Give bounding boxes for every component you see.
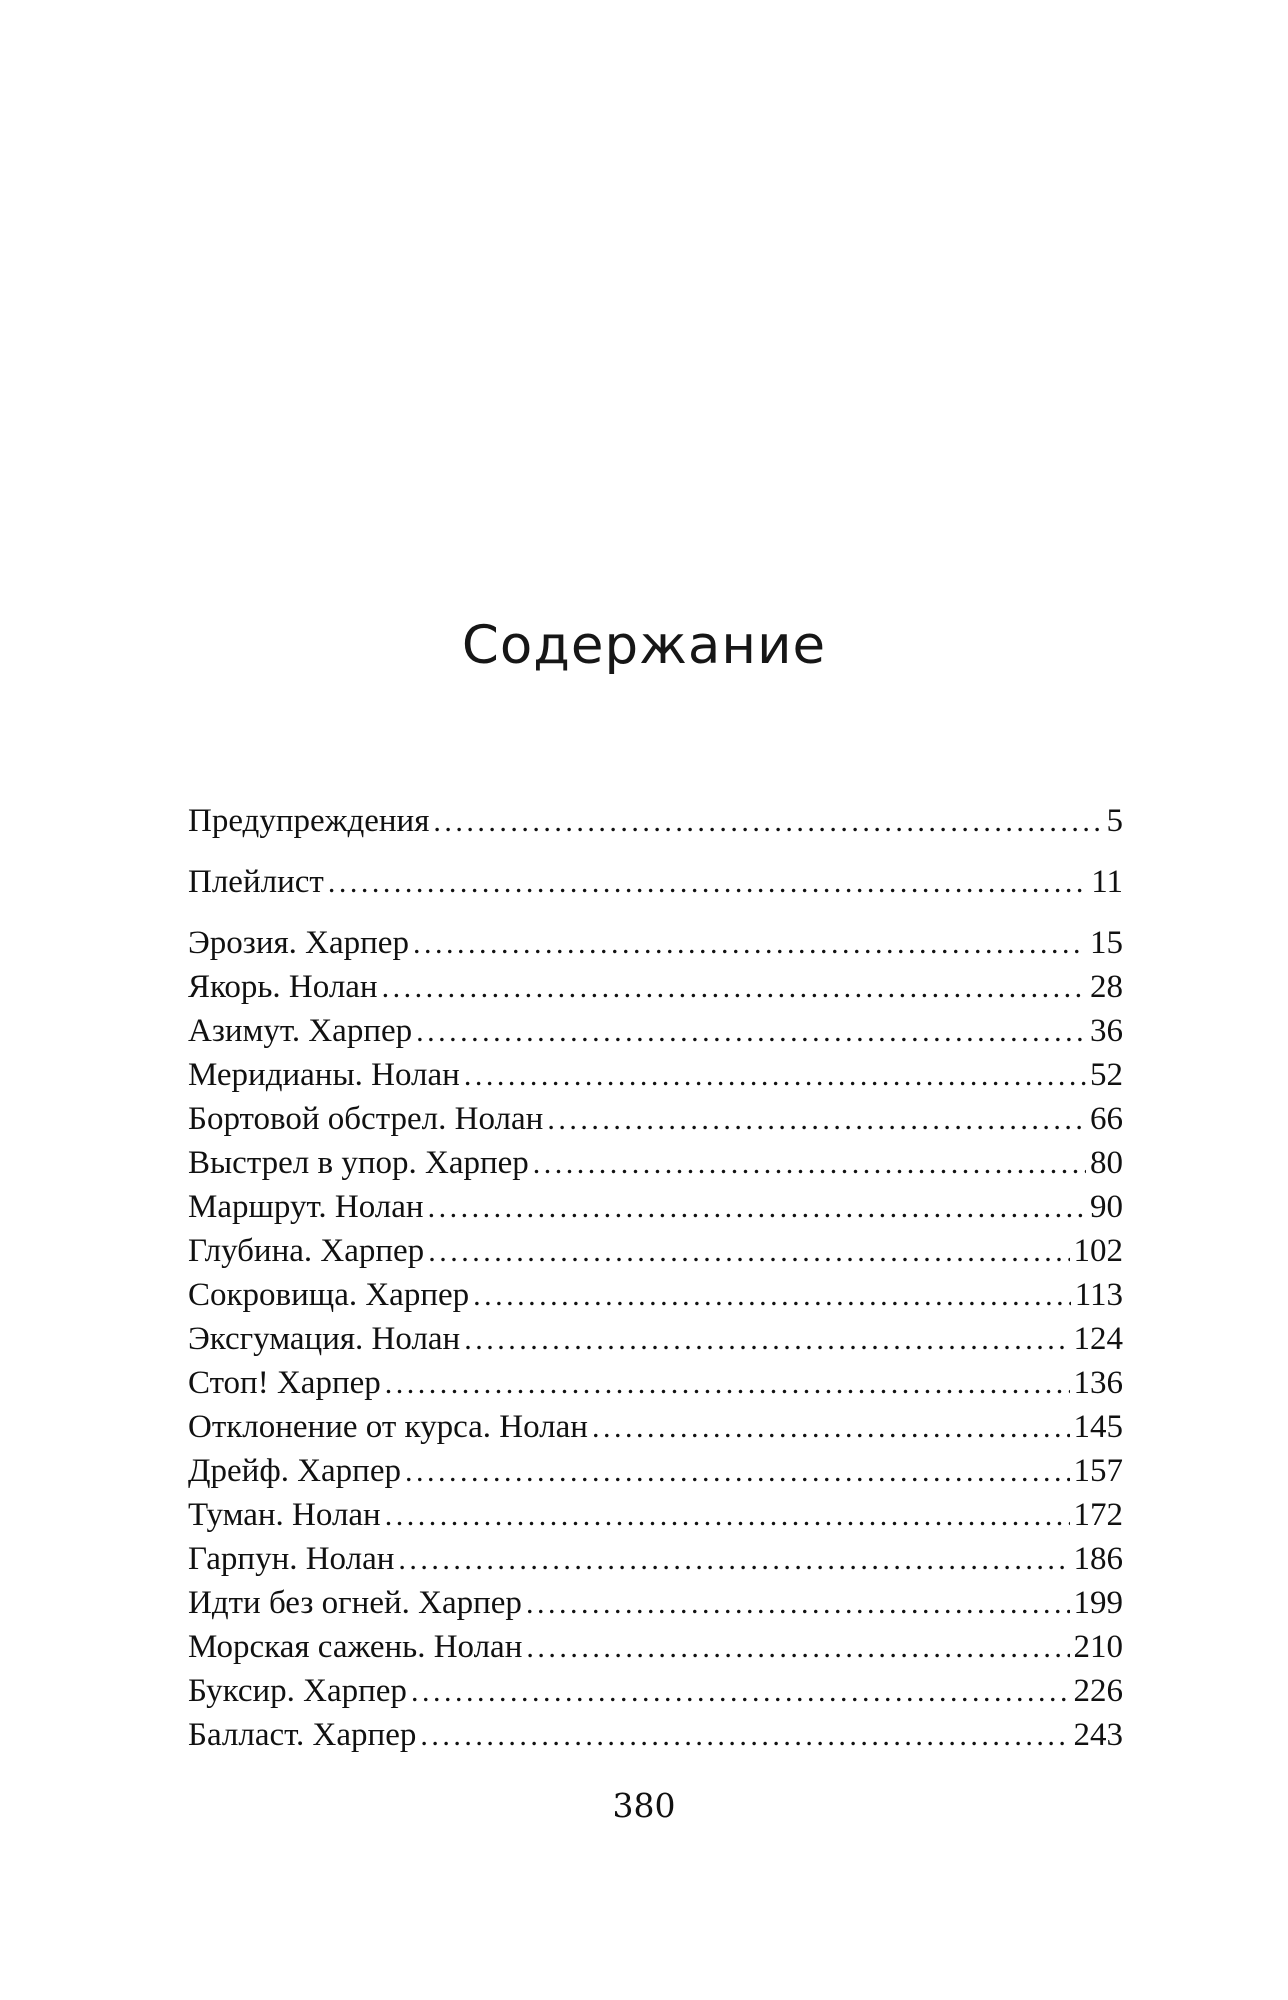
toc-entry (188, 1097, 1123, 1141)
toc-entry-page: 80 (1090, 1145, 1123, 1181)
toc-entry-title: Плейлист (188, 864, 324, 900)
toc-entry-page: 157 (1073, 1453, 1123, 1489)
toc-entry-page: 15 (1090, 925, 1123, 961)
toc-entry-title: Гарпун. Нолан (188, 1541, 395, 1577)
toc-entry-title: Выстрел в упор. Харпер (188, 1145, 529, 1181)
toc-entry (188, 1009, 1123, 1053)
toc-entry (188, 799, 1123, 843)
table-of-contents (188, 799, 1123, 1757)
toc-entry-title: Глубина. Харпер (188, 1233, 425, 1269)
toc-entry (188, 1273, 1123, 1317)
toc-entry-page: 66 (1090, 1101, 1123, 1137)
dot-leader (420, 1714, 1069, 1758)
dot-leader (547, 1098, 1086, 1142)
toc-entry-page: 136 (1073, 1365, 1123, 1401)
dot-leader (428, 1186, 1086, 1230)
toc-entry (188, 1405, 1123, 1449)
toc-entry-page: 243 (1073, 1717, 1123, 1753)
dot-leader (428, 1230, 1069, 1274)
toc-entry-title: Якорь. Нолан (188, 969, 378, 1005)
toc-entry-page: 102 (1073, 1233, 1123, 1269)
toc-entry (188, 1361, 1123, 1405)
toc-entry-title: Идти без огней. Харпер (188, 1585, 522, 1621)
toc-entry-title: Морская сажень. Нолан (188, 1629, 523, 1665)
toc-entry-title: Стоп! Харпер (188, 1365, 381, 1401)
toc-entry-title: Меридианы. Нолан (188, 1057, 460, 1093)
toc-entry (188, 1141, 1123, 1185)
toc-entry (188, 1493, 1123, 1537)
dot-leader (385, 1362, 1070, 1406)
toc-entry-title: Азимут. Харпер (188, 1013, 413, 1049)
dot-leader (464, 1054, 1086, 1098)
toc-entry-page: 28 (1090, 969, 1123, 1005)
toc-entry (188, 1317, 1123, 1361)
toc-entry-title: Маршрут. Нолан (188, 1189, 424, 1225)
toc-entry-page: 52 (1090, 1057, 1123, 1093)
toc-entry (188, 921, 1123, 965)
toc-entry (188, 860, 1123, 904)
toc-entry-page: 5 (1106, 803, 1123, 839)
toc-entry-page: 113 (1074, 1277, 1123, 1313)
toc-entry (188, 1581, 1123, 1625)
toc-entry-page: 226 (1073, 1673, 1123, 1709)
dot-leader (328, 861, 1087, 905)
toc-entry-title: Туман. Нолан (188, 1497, 381, 1533)
toc-entry (188, 1669, 1123, 1713)
page-title: Содержание (461, 615, 827, 676)
toc-entry-title: Эрозия. Харпер (188, 925, 409, 961)
toc-entry (188, 1625, 1123, 1669)
toc-entry-page: 172 (1073, 1497, 1123, 1533)
toc-entry-title: Балласт. Харпер (188, 1717, 417, 1753)
toc-entry (188, 1229, 1123, 1273)
toc-entry-page: 210 (1073, 1629, 1123, 1665)
toc-entry-title: Буксир. Харпер (188, 1673, 407, 1709)
toc-entry (188, 1053, 1123, 1097)
dot-leader (526, 1626, 1069, 1670)
dot-leader (464, 1318, 1069, 1362)
dot-leader (473, 1274, 1071, 1318)
toc-entry-page: 124 (1073, 1321, 1123, 1357)
toc-entry-page: 145 (1073, 1409, 1123, 1445)
dot-leader (398, 1538, 1069, 1582)
toc-entry-title: Сокровища. Харпер (188, 1277, 470, 1313)
toc-entry-page: 36 (1090, 1013, 1123, 1049)
dot-leader (416, 1010, 1086, 1054)
toc-entry (188, 1713, 1123, 1757)
dot-leader (382, 966, 1086, 1010)
dot-leader (413, 922, 1086, 966)
toc-entry-title: Бортовой обстрел. Нолан (188, 1101, 544, 1137)
toc-entry-title: Предупреждения (188, 803, 430, 839)
toc-entry-page: 199 (1073, 1585, 1123, 1621)
toc-entry-title: Дрейф. Харпер (188, 1453, 401, 1489)
toc-entry-page: 186 (1073, 1541, 1123, 1577)
dot-leader (533, 1142, 1086, 1186)
toc-entry-title: Эксгумация. Нолан (188, 1321, 461, 1357)
dot-leader (405, 1450, 1070, 1494)
toc-entry (188, 965, 1123, 1009)
dot-leader (592, 1406, 1070, 1450)
page-number: 380 (612, 1786, 676, 1825)
dot-leader (526, 1582, 1070, 1626)
toc-entry (188, 1537, 1123, 1581)
toc-entry (188, 1185, 1123, 1229)
toc-entry-title: Отклонение от курса. Нолан (188, 1409, 588, 1445)
toc-entry (188, 1449, 1123, 1493)
dot-leader (411, 1670, 1070, 1714)
toc-entry-page: 11 (1091, 864, 1123, 900)
toc-entry-page: 90 (1090, 1189, 1123, 1225)
dot-leader (385, 1494, 1070, 1538)
dot-leader (433, 800, 1099, 844)
